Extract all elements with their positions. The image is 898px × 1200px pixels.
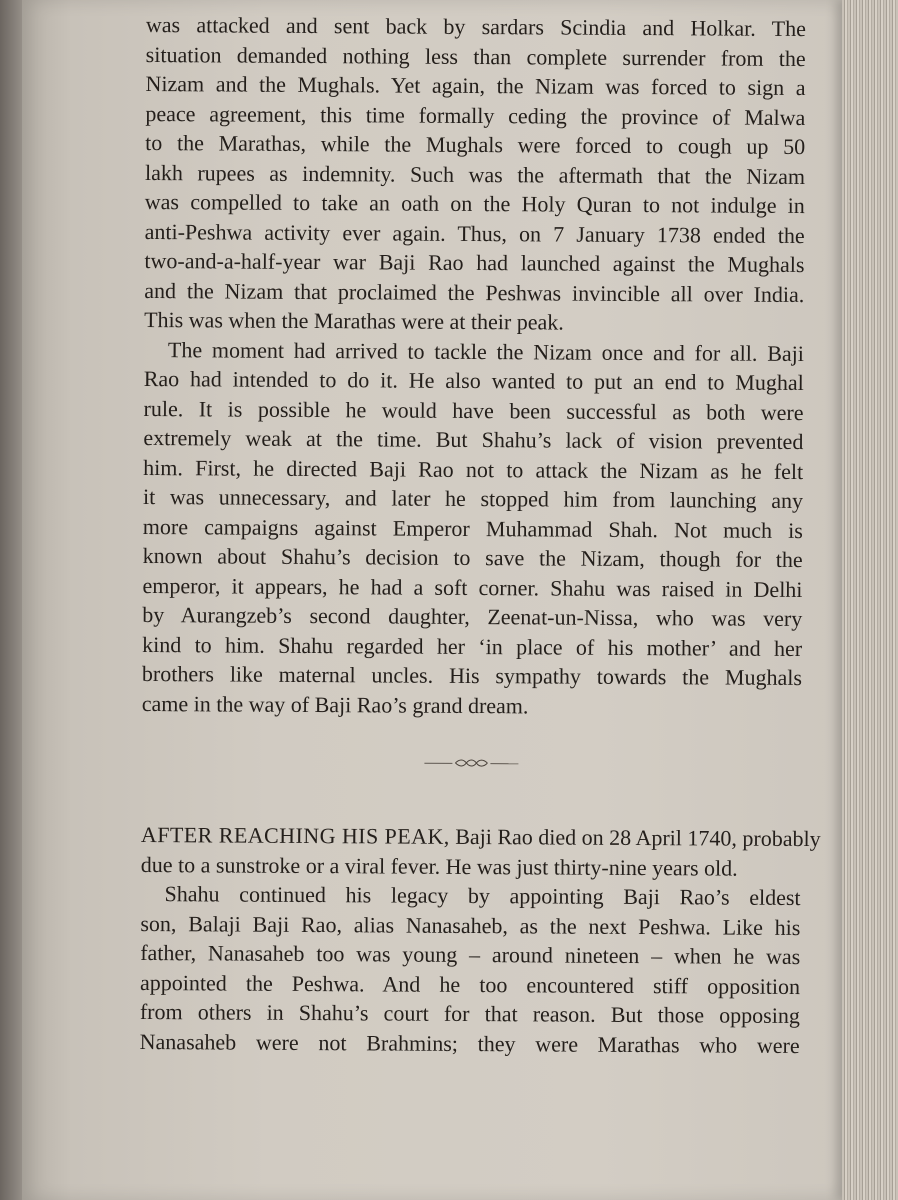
text-line: to the Marathas, while the Mughals were forced to cough up 50: [145, 129, 806, 160]
text-line: The moment had arrived to tackle the Nizam once and for all. Baji: [167, 336, 804, 366]
section-break: [141, 718, 802, 808]
text-line: was attacked and sent back by sardars Scindia and Holkar. The: [145, 11, 806, 42]
text-line: kind to him. Shahu regarded her ‘in place of his mother’ and her: [142, 631, 803, 661]
text-line: father, Nanasaheb too was young – around nineteen – when he was: [140, 939, 801, 970]
text-line: emperor, it appears, he had a soft corner. Shahu was raised in Delhi: [142, 572, 803, 602]
text-line: brothers like maternal uncles. His sympathy towards the Mughals: [141, 660, 803, 691]
paragraph-4: [140, 879, 801, 1060]
section-lead-in: AFTER REACHING HIS PEAK,: [140, 821, 450, 849]
text-line: rule. It is possible he would have been successful as both were: [143, 395, 804, 425]
text-line: and the Nizam that proclaimed the Peshwas invincible all over India.: [144, 277, 805, 307]
paragraph-3: [140, 820, 821, 883]
book-page: [22, 0, 842, 1200]
page-text: [139, 10, 821, 1060]
text-line: appointed the Peshwa. And he too encountered stiff opposition: [139, 969, 801, 999]
text-line: Rao had intended to do it. He also wanted to put an end to Mughal: [143, 365, 804, 396]
text-line: son, Balaji Baji Rao, alias Nanasaheb, as the next Peshwa. Like his: [140, 910, 801, 940]
text-line: Nanasaheb were not Brahmins; they were Marathas who were: [139, 1028, 800, 1058]
text-line: him. First, he directed Baji Rao not to attack the Nizam as he felt: [143, 454, 804, 484]
section-lead-rest: Baji Rao died on 28 April 1740, probably: [449, 823, 821, 852]
text-line: Nizam and the Mughals. Yet again, the Nizam was forced to sign a: [145, 70, 806, 101]
text-line: situation demanded nothing less than complete surrender from the: [145, 41, 806, 71]
text-line: more campaigns against Emperor Muhammad Shah. Not much is: [142, 513, 803, 543]
text-line: came in the way of Baji Rao’s grand dream.: [141, 690, 529, 718]
text-line: by Aurangzeb’s second daughter, Zeenat-un-Nissa, who was very: [142, 601, 803, 632]
text-line: it was unnecessary, and later he stopped him from launching any: [142, 483, 804, 514]
text-line: from others in Shahu’s court for that reason. But those opposing: [139, 998, 800, 1029]
text-line: [140, 820, 821, 854]
text-line: Shahu continued his legacy by appointing Baji Rao’s eldest: [164, 881, 801, 911]
text-line: two-and-a-half-year war Baji Rao had launched against the Mughals: [144, 247, 805, 278]
text-line: lakh rupees as indemnity. Such was the aftermath that the Nizam: [144, 159, 806, 189]
paragraph-1: [144, 10, 806, 339]
text-line: was compelled to take an oath on the Holy Quran to not indulge in: [144, 188, 805, 219]
text-line: due to a sunstroke or a viral fever. He was just thirty-nine years old.: [140, 851, 738, 881]
text-line: known about Shahu’s decision to save the Nizam, though for the: [142, 542, 803, 573]
text-line: peace agreement, this time formally ceding the province of Malwa: [145, 100, 806, 130]
paragraph-2: [142, 334, 804, 722]
ornament-divider-icon: [424, 758, 518, 769]
page-edges: [842, 0, 898, 1200]
text-line: This was when the Marathas were at their peak.: [144, 306, 564, 335]
text-line: extremely weak at the time. But Shahu’s lack of vision prevented: [143, 424, 804, 455]
text-line: anti-Peshwa activity ever again. Thus, on 7 January 1738 ended the: [144, 218, 805, 248]
